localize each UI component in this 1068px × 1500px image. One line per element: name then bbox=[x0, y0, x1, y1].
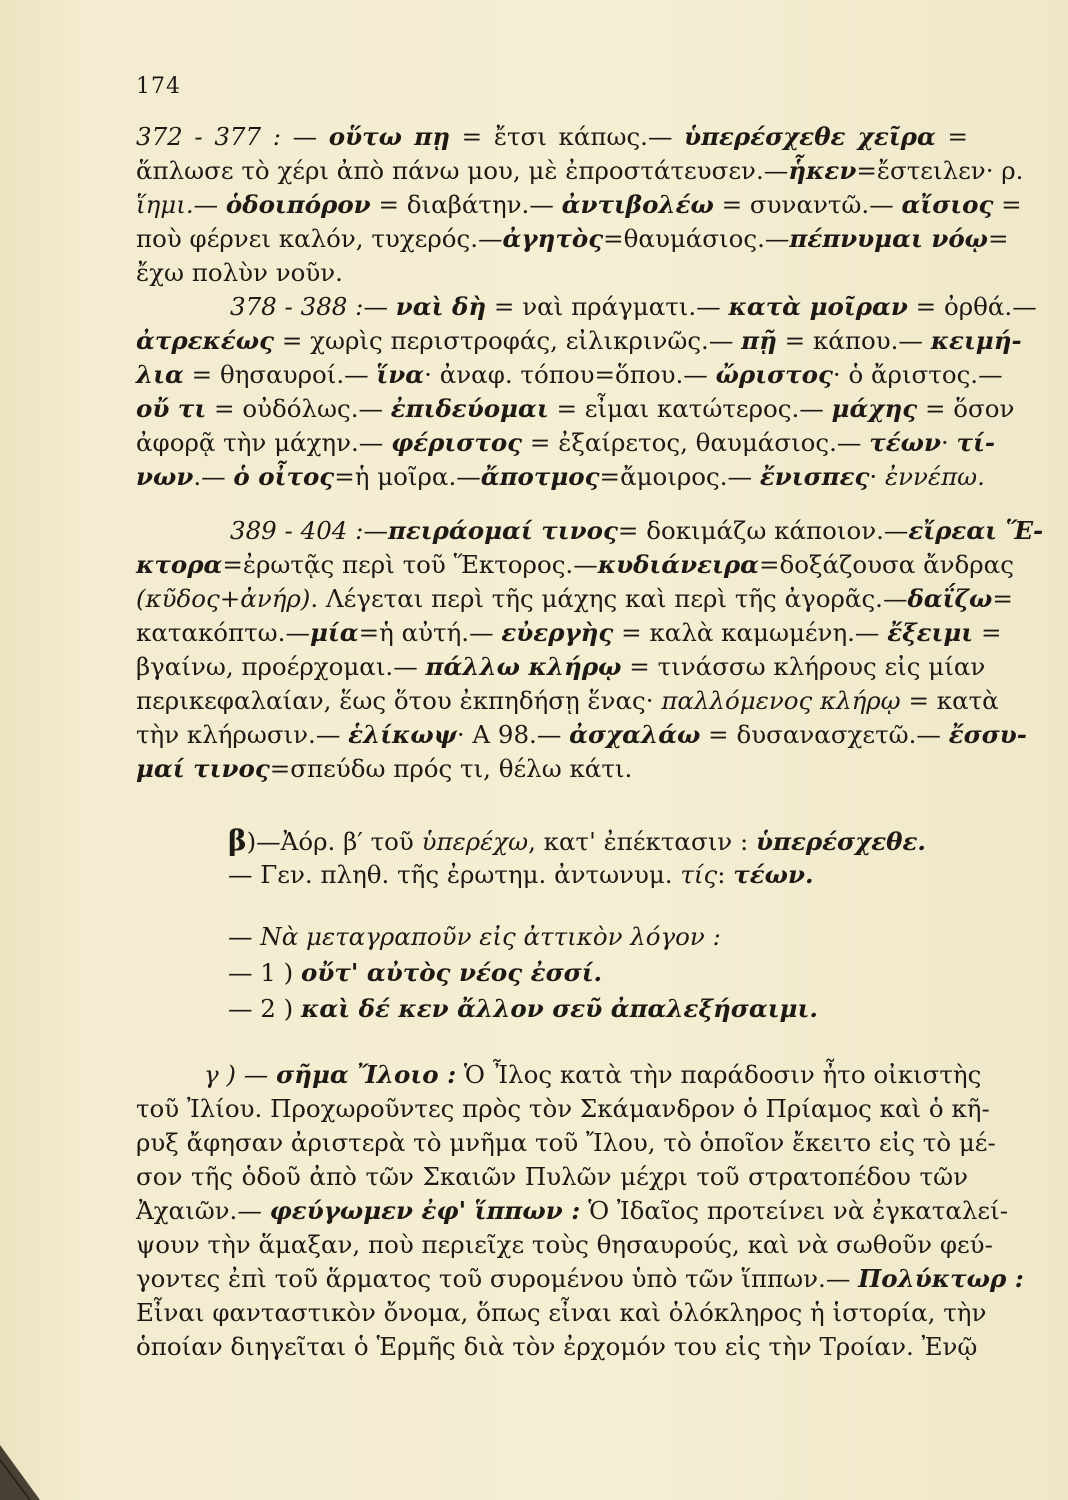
lemma: νων bbox=[136, 462, 194, 491]
gloss: =θαυμάσιος.— bbox=[603, 224, 790, 253]
item-number: — 2 ) bbox=[228, 994, 302, 1023]
lemma: ὑπερέσχεθε χεῖρα bbox=[684, 122, 936, 151]
lemma: τέων bbox=[869, 428, 941, 457]
gloss: = καλὰ καμωμένη.— bbox=[613, 618, 888, 647]
text-line bbox=[136, 650, 986, 684]
gloss: · ὁ ἄριστος.— bbox=[832, 360, 1003, 389]
gloss: σον τῆς ὁδοῦ ἀπὸ τῶν Σκαιῶν Πυλῶν μέχρι τοῦ στρατοπέδου τῶν bbox=[136, 1162, 968, 1191]
binding-shadow bbox=[0, 1410, 40, 1500]
lemma: ἔνισπες bbox=[759, 462, 870, 491]
gloss: = ἐξαίρετος, θαυμάσιος.— bbox=[522, 428, 870, 457]
text-line bbox=[136, 616, 1002, 650]
lemma: ἀσχαλάω bbox=[569, 720, 701, 749]
text-line bbox=[204, 1058, 982, 1092]
gloss: — Γεν. πληθ. τῆς ἐρωτημ. ἀντωνυμ. bbox=[228, 860, 681, 889]
lemma: παλλόμενος κλήρῳ bbox=[661, 686, 901, 715]
text-line bbox=[136, 1228, 993, 1262]
gloss: =ἡ αὐτή.— bbox=[358, 618, 502, 647]
gloss: =ἐρωτᾷς περὶ τοῦ Ἕκτορος.— bbox=[222, 550, 598, 579]
gloss: = κάπου.— bbox=[776, 326, 931, 355]
text-line bbox=[136, 1194, 1009, 1228]
gloss: = κατὰ bbox=[900, 686, 999, 715]
gloss: = bbox=[935, 122, 968, 151]
lemma: ἀγητὸς bbox=[502, 224, 604, 253]
gloss: ἅπλωσε τὸ χέρι ἀπὸ πάνω μου, μὲ ἐπροστάτευσεν.— bbox=[136, 156, 789, 185]
lemma: Πολύκτωρ : bbox=[858, 1264, 1024, 1293]
exercise-item bbox=[228, 956, 602, 990]
lemma: ὁ οἶτος bbox=[233, 462, 335, 491]
text-line bbox=[136, 1330, 978, 1364]
gloss: ρυξ ἄφησαν ἀριστερὰ τὸ μνῆμα τοῦ Ἴλου, τὸ ὁποῖον ἔκειτο εἰς τὸ μέ- bbox=[136, 1128, 996, 1157]
gloss: περικεφαλαίαν, ἕως ὅτου ἐκπηδήσῃ ἕνας· bbox=[136, 686, 662, 715]
lemma: τίς bbox=[680, 860, 718, 889]
gloss: = δοκιμάζω κάποιον.— bbox=[617, 516, 909, 545]
gloss: = οὐδόλως.— bbox=[206, 394, 391, 423]
text-line bbox=[136, 1296, 987, 1330]
text-run: — bbox=[280, 122, 329, 151]
lemma: φέριστος bbox=[391, 428, 523, 457]
gloss: ἵημι.— bbox=[136, 190, 226, 219]
gloss: · bbox=[869, 462, 885, 491]
text-line bbox=[136, 392, 1015, 426]
gloss: = bbox=[993, 190, 1022, 219]
lemma: ἔξειμι bbox=[887, 618, 974, 647]
text-line bbox=[230, 290, 1037, 324]
etymology: (κῦδος+ἀνήρ) bbox=[136, 584, 311, 613]
gloss: βγαίνω, προέρχομαι.— bbox=[136, 652, 426, 681]
lemma: ἀτρεκέως bbox=[136, 326, 275, 355]
lemma: δαΐζω bbox=[907, 584, 993, 613]
text-line bbox=[136, 752, 632, 786]
lemma: κτορα bbox=[136, 550, 223, 579]
gloss: γοντες ἐπὶ τοῦ ἅρματος τοῦ συρομένου ὑπὸ τῶν ἵππων.— bbox=[136, 1264, 859, 1293]
gloss: ἀφορᾷ τὴν μάχην.— bbox=[136, 428, 392, 457]
gloss: ποὺ φέρνει καλόν, τυχερός.— bbox=[136, 224, 503, 253]
lemma: αἴσιος bbox=[901, 190, 994, 219]
text-line bbox=[136, 582, 1013, 616]
gloss: Ὁ Ἶλος κατὰ τὴν παράδοσιν ἦτο οἰκιστὴς bbox=[456, 1060, 982, 1089]
text-line bbox=[136, 1126, 996, 1160]
gloss: · ἀναφ. τόπου=ὅπου.— bbox=[424, 360, 716, 389]
line-range: 378 - 388 : bbox=[230, 292, 364, 321]
text-line bbox=[136, 358, 1003, 392]
lemma: κυδιάνειρα bbox=[597, 550, 760, 579]
text-line bbox=[136, 1092, 990, 1126]
gloss: . Λέγεται περὶ τῆς μάχης καὶ περὶ τῆς ἀγορᾶς.— bbox=[310, 584, 908, 613]
gloss: =ἡ μοῖρα.— bbox=[334, 462, 481, 491]
text-line bbox=[136, 1262, 1024, 1296]
text-line bbox=[136, 324, 1022, 358]
line-range: 389 - 404 : bbox=[230, 516, 364, 545]
gloss: τὴν κλήρωσιν.— bbox=[136, 720, 349, 749]
gloss: ὁποίαν διηγεῖται ὁ Ἑρμῆς διὰ τὸν ἐρχομόν του εἰς τὴν Τροίαν. Ἐνῷ bbox=[136, 1332, 978, 1361]
lemma: τί- bbox=[956, 428, 996, 457]
lemma: κατὰ μοῖραν bbox=[728, 292, 908, 321]
gloss: = bbox=[988, 224, 1009, 253]
gloss: Εἶναι φανταστικὸν ὄνομα, ὅπως εἶναι καὶ ὁλόκληρος ἡ ἱστορία, τὴν bbox=[136, 1298, 987, 1327]
gloss: =δοξάζουσα ἄνδρας bbox=[759, 550, 1014, 579]
lemma: κειμή- bbox=[930, 326, 1022, 355]
gloss: = διαβάτην.— bbox=[370, 190, 562, 219]
gloss: , κατ' ἐπέκτασιν : bbox=[528, 827, 757, 856]
gloss: ἐννέπω. bbox=[885, 462, 985, 491]
text-line bbox=[228, 824, 926, 859]
text-line bbox=[136, 548, 1014, 582]
text-line bbox=[136, 256, 343, 290]
lemma: μία bbox=[309, 618, 359, 647]
gloss: · Α 98.— bbox=[456, 720, 570, 749]
gloss: Ὁ Ἰδαῖος προτείνει νὰ ἐγκαταλεί- bbox=[580, 1196, 1009, 1225]
gloss: =σπεύδω πρός τι, θέλω κάτι. bbox=[269, 754, 633, 783]
lemma: πῇ bbox=[741, 326, 777, 355]
gloss: = εἶμαι κατώτερος.— bbox=[548, 394, 832, 423]
gloss: )—Ἀόρ. β′ τοῦ bbox=[246, 827, 422, 856]
text-line bbox=[228, 858, 814, 892]
text-line bbox=[136, 120, 968, 154]
lemma: ἔσσυ- bbox=[948, 720, 1027, 749]
lemma: οὕτω πῃ bbox=[328, 122, 451, 151]
lemma: οὔ τι bbox=[136, 394, 207, 423]
lemma: πέπνυμαι νόῳ bbox=[789, 224, 989, 253]
gloss: = bbox=[973, 618, 1002, 647]
section-label: β bbox=[228, 824, 247, 857]
lemma: σῆμα Ἴλοιο : bbox=[276, 1060, 457, 1089]
text-line bbox=[136, 426, 996, 460]
line-range: 372 - 377 : bbox=[136, 122, 281, 151]
gloss: = δυσανασχετῶ.— bbox=[700, 720, 949, 749]
gloss: = bbox=[992, 584, 1013, 613]
lemma: φεύγωμεν ἐφ' ἵππων : bbox=[269, 1196, 581, 1225]
lemma: ὤριστος bbox=[715, 360, 833, 389]
gloss: κατακόπτω.— bbox=[136, 618, 310, 647]
lemma: ἐπιδεύομαι bbox=[390, 394, 549, 423]
exercise-text: οὔτ' αὐτὸς νέος ἐσσί. bbox=[301, 958, 603, 987]
lemma: ἑλίκωψ bbox=[348, 720, 457, 749]
text-line bbox=[136, 188, 1022, 222]
gloss: = τινάσσω κλήρους εἰς μίαν bbox=[621, 652, 986, 681]
gloss: = ὅσον bbox=[917, 394, 1015, 423]
text-line bbox=[136, 460, 985, 494]
page-number: 174 bbox=[136, 74, 181, 99]
lemma: εὐεργὴς bbox=[501, 618, 614, 647]
gloss: .— bbox=[193, 462, 234, 491]
section-label: γ ) — bbox=[204, 1060, 277, 1089]
exercise-text: καὶ δέ κεν ἄλλον σεῦ ἀπαλεξήσαιμι. bbox=[301, 994, 818, 1023]
exercise-item bbox=[228, 992, 818, 1026]
text-run: — bbox=[363, 292, 396, 321]
lemma: πάλλω κλήρῳ bbox=[425, 652, 622, 681]
lemma: μάχης bbox=[831, 394, 918, 423]
gloss: ψουν τὴν ἅμαξαν, ποὺ περιεῖχε τοὺς θησαυρούς, καὶ νὰ σωθοῦν φεύ- bbox=[136, 1230, 993, 1259]
text-line bbox=[136, 684, 999, 718]
text-line bbox=[136, 1160, 968, 1194]
gloss: = χωρὶς περιστροφάς, εἰλικρινῶς.— bbox=[274, 326, 742, 355]
exercise-heading bbox=[228, 920, 721, 954]
gloss: · bbox=[940, 428, 957, 457]
lemma: ἄποτμος bbox=[480, 462, 600, 491]
gloss: : bbox=[717, 860, 734, 889]
gloss: ἔχω πολὺν νοῦν. bbox=[136, 258, 343, 287]
gloss: τοῦ Ἰλίου. Προχωροῦντες πρὸς τὸν Σκάμανδρον ὁ Πρίαμος καὶ ὁ κῆ- bbox=[136, 1094, 990, 1123]
lemma: ὑπερέχω bbox=[421, 827, 529, 856]
gloss: = θησαυροί.— bbox=[183, 360, 377, 389]
lemma: εἴρεαι Ἕ- bbox=[908, 516, 1044, 545]
text-line bbox=[230, 514, 1044, 548]
lemma: ἵνα bbox=[376, 360, 425, 389]
item-number: — 1 ) bbox=[228, 958, 302, 987]
lemma: ἧκεν bbox=[788, 156, 857, 185]
gloss: = ναὶ πράγματι.— bbox=[486, 292, 729, 321]
lemma: τέων. bbox=[733, 860, 814, 889]
lemma: μαί τινος bbox=[136, 754, 270, 783]
lemma: ὑπερέσχεθε. bbox=[756, 827, 926, 856]
text-line bbox=[136, 222, 1009, 256]
gloss: = συναντῶ.— bbox=[713, 190, 902, 219]
lemma: ὁδοιπόρον bbox=[225, 190, 371, 219]
text-run: — bbox=[363, 516, 388, 545]
gloss: Ἀχαιῶν.— bbox=[136, 1196, 270, 1225]
text-line bbox=[136, 718, 1027, 752]
lemma: λια bbox=[136, 360, 184, 389]
exercise-instruction: — Νὰ μεταγραποῦν εἰς ἀττικὸν λόγον : bbox=[228, 922, 721, 951]
gloss: =ἄμοιρος.— bbox=[599, 462, 760, 491]
text-line bbox=[136, 154, 1024, 188]
lemma: ναὶ δὴ bbox=[395, 292, 487, 321]
gloss: = ὀρθά.— bbox=[907, 292, 1037, 321]
gloss: =ἔστειλεν· ρ. bbox=[856, 156, 1024, 185]
lemma: πειράομαί τινος bbox=[387, 516, 618, 545]
gloss: = ἔτσι κάπως.— bbox=[450, 122, 685, 151]
lemma: ἀντιβολέω bbox=[561, 190, 714, 219]
